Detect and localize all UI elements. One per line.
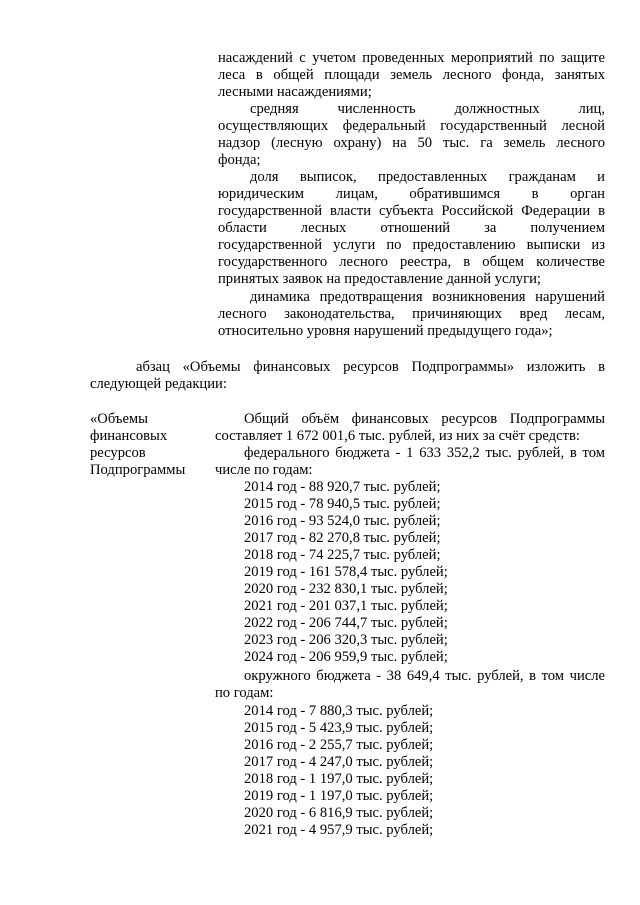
- body-line: лесного законодательства, причиняющих вред лесам,: [218, 306, 605, 322]
- body-line: насаждений с учетом проведенных мероприятий по защите: [218, 50, 605, 66]
- table-right-text: числе по годам:: [215, 462, 313, 478]
- table-left-label: финансовых: [90, 428, 168, 444]
- fed-year-line: 2023 год - 206 320,3 тыс. рублей;: [244, 632, 448, 648]
- okr-year-line: 2017 год - 4 247,0 тыс. рублей;: [244, 754, 434, 770]
- body-line: относительно уровня нарушений предыдущего года»;: [218, 323, 553, 339]
- abzac-line: следующей редакции:: [90, 376, 227, 392]
- table-left-label: ресурсов: [90, 445, 146, 461]
- fed-year-line: 2017 год - 82 270,8 тыс. рублей;: [244, 530, 441, 546]
- okr-year-line: 2015 год - 5 423,9 тыс. рублей;: [244, 720, 434, 736]
- body-line: государственного лесного реестра, в общем количестве: [218, 254, 605, 270]
- fed-year-line: 2021 год - 201 037,1 тыс. рублей;: [244, 598, 448, 614]
- body-line: динамика предотвращения возникновения нарушений: [250, 289, 605, 305]
- table-left-label: Подпрограммы: [90, 462, 186, 478]
- table-right-text: Общий объём финансовых ресурсов Подпрограммы: [244, 411, 605, 427]
- table-right-text: составляет 1 672 001,6 тыс. рублей, из них за счёт средств:: [215, 428, 580, 444]
- fed-year-line: 2015 год - 78 940,5 тыс. рублей;: [244, 496, 441, 512]
- body-line: принятых заявок на предоставление данной услуги;: [218, 271, 541, 287]
- fed-year-line: 2022 год - 206 744,7 тыс. рублей;: [244, 615, 448, 631]
- table-right-text: по годам:: [215, 685, 274, 701]
- body-line: области лесных отношений за получением: [218, 220, 605, 236]
- fed-year-line: 2014 год - 88 920,7 тыс. рублей;: [244, 479, 441, 495]
- fed-year-line: 2020 год - 232 830,1 тыс. рублей;: [244, 581, 448, 597]
- body-line: надзор (лесную охрану) на 50 тыс. га земель лесного: [218, 135, 605, 151]
- fed-year-line: 2018 год - 74 225,7 тыс. рублей;: [244, 547, 441, 563]
- body-line: фонда;: [218, 152, 261, 168]
- body-line: средняя численность должностных лиц,: [250, 101, 605, 117]
- body-line: юридическим лицам, обратившимся в орган: [218, 186, 605, 202]
- body-line: государственной власти субъекта Российской Федерации в: [218, 203, 605, 219]
- table-right-text: федерального бюджета - 1 633 352,2 тыс. рублей, в том: [244, 445, 605, 461]
- body-line: доля выписок, предоставленных гражданам и: [250, 169, 605, 185]
- abzac-line: абзац «Объемы финансовых ресурсов Подпрограммы» изложить в: [136, 359, 605, 375]
- okr-year-line: 2020 год - 6 816,9 тыс. рублей;: [244, 805, 434, 821]
- fed-year-line: 2016 год - 93 524,0 тыс. рублей;: [244, 513, 441, 529]
- okr-year-line: 2018 год - 1 197,0 тыс. рублей;: [244, 771, 434, 787]
- fed-year-line: 2024 год - 206 959,9 тыс. рублей;: [244, 649, 448, 665]
- okr-year-line: 2014 год - 7 880,3 тыс. рублей;: [244, 703, 434, 719]
- body-line: леса в общей площади земель лесного фонда, занятых: [218, 67, 605, 83]
- body-line: осуществляющих федеральный государственный лесной: [218, 118, 605, 134]
- okr-year-line: 2021 год - 4 957,9 тыс. рублей;: [244, 822, 434, 838]
- okr-year-line: 2019 год - 1 197,0 тыс. рублей;: [244, 788, 434, 804]
- body-line: лесными насаждениями;: [218, 84, 372, 100]
- table-right-text: окружного бюджета - 38 649,4 тыс. рублей, в том числе: [244, 668, 605, 684]
- fed-year-line: 2019 год - 161 578,4 тыс. рублей;: [244, 564, 448, 580]
- body-line: государственной услуги по предоставлению выписки из: [218, 237, 605, 253]
- okr-year-line: 2016 год - 2 255,7 тыс. рублей;: [244, 737, 434, 753]
- table-left-label: «Объемы: [90, 411, 148, 427]
